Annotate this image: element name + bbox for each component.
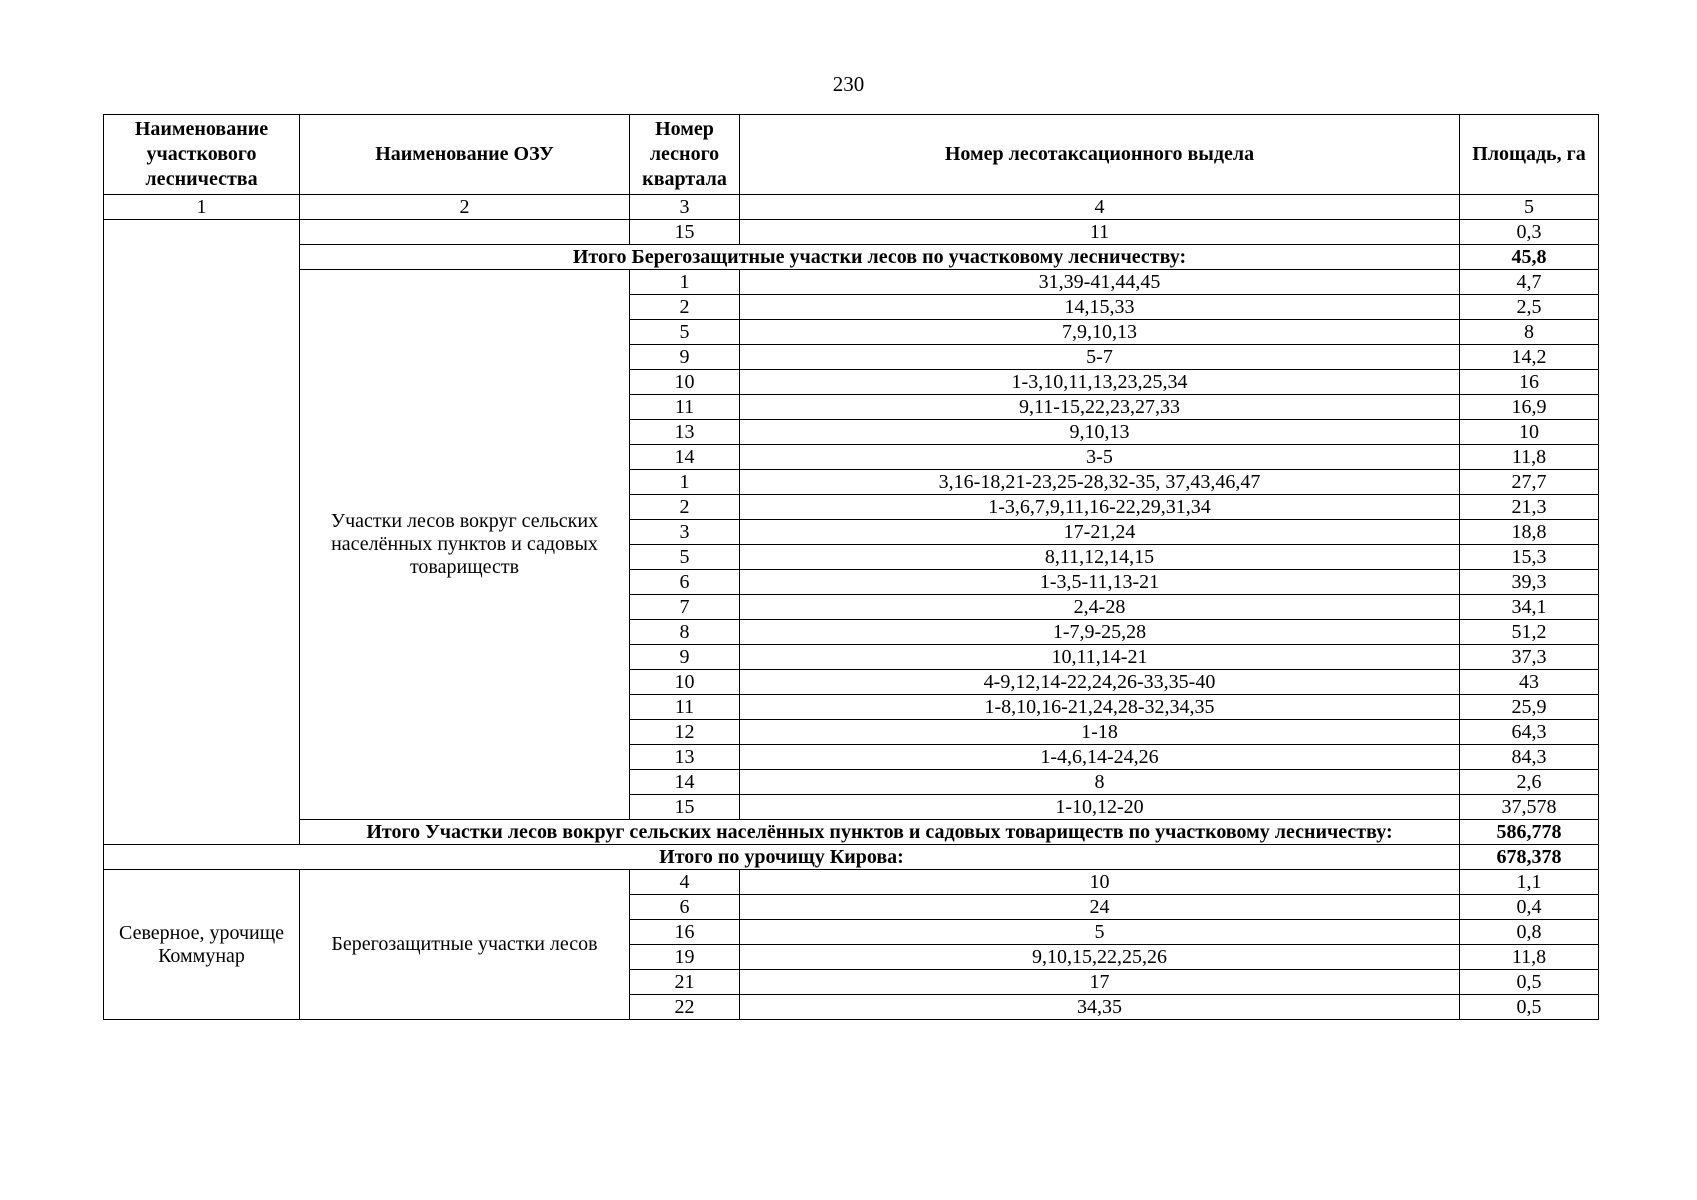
vydel-cell: 1-3,6,7,9,11,16-22,29,31,34 bbox=[740, 495, 1460, 520]
area-cell: 43 bbox=[1460, 670, 1599, 695]
kvartal-cell: 1 bbox=[630, 470, 740, 495]
column-number: 3 bbox=[630, 195, 740, 220]
area-cell: 21,3 bbox=[1460, 495, 1599, 520]
kvartal-cell: 3 bbox=[630, 520, 740, 545]
header-row bbox=[104, 115, 1599, 195]
vydel-cell: 3-5 bbox=[740, 445, 1460, 470]
kvartal-cell: 6 bbox=[630, 895, 740, 920]
area-cell: 1,1 bbox=[1460, 870, 1599, 895]
kvartal-cell: 15 bbox=[630, 795, 740, 820]
kvartal-cell: 4 bbox=[630, 870, 740, 895]
vydel-cell: 3,16-18,21-23,25-28,32-35, 37,43,46,47 bbox=[740, 470, 1460, 495]
vydel-cell: 1-4,6,14-24,26 bbox=[740, 745, 1460, 770]
header-kvartal: Номер лесного квартала bbox=[630, 115, 740, 195]
vydel-cell: 1-10,12-20 bbox=[740, 795, 1460, 820]
kvartal-cell: 22 bbox=[630, 995, 740, 1020]
lesnichestvo-name-cell: Северное, урочище Коммунар bbox=[104, 870, 300, 1020]
area-cell: 16,9 bbox=[1460, 395, 1599, 420]
area-cell: 18,8 bbox=[1460, 520, 1599, 545]
kvartal-cell: 14 bbox=[630, 770, 740, 795]
vydel-cell: 17 bbox=[740, 970, 1460, 995]
vydel-cell: 1-3,10,11,13,23,25,34 bbox=[740, 370, 1460, 395]
vydel-cell: 5 bbox=[740, 920, 1460, 945]
kvartal-cell: 9 bbox=[630, 345, 740, 370]
vydel-cell: 1-18 bbox=[740, 720, 1460, 745]
table-row bbox=[104, 870, 1599, 895]
header-area: Площадь, га bbox=[1460, 115, 1599, 195]
total-row-ozu bbox=[104, 820, 1599, 845]
area-cell: 0,3 bbox=[1460, 220, 1599, 245]
kvartal-cell: 6 bbox=[630, 570, 740, 595]
area-cell: 0,8 bbox=[1460, 920, 1599, 945]
area-cell: 10 bbox=[1460, 420, 1599, 445]
column-number-row bbox=[104, 195, 1599, 220]
column-number: 1 bbox=[104, 195, 300, 220]
area-cell: 4,7 bbox=[1460, 270, 1599, 295]
kvartal-cell: 14 bbox=[630, 445, 740, 470]
total-label: Итого Берегозащитные участки лесов по участковому лесничеству: bbox=[300, 245, 1460, 270]
area-cell: 34,1 bbox=[1460, 595, 1599, 620]
lesnichestvo-cell-empty bbox=[104, 220, 300, 845]
vydel-cell: 10,11,14-21 bbox=[740, 645, 1460, 670]
vydel-cell: 8 bbox=[740, 770, 1460, 795]
column-number: 5 bbox=[1460, 195, 1599, 220]
total-area: 586,778 bbox=[1460, 820, 1599, 845]
vydel-cell: 14,15,33 bbox=[740, 295, 1460, 320]
area-cell: 84,3 bbox=[1460, 745, 1599, 770]
total-area: 678,378 bbox=[1460, 845, 1599, 870]
vydel-cell: 5-7 bbox=[740, 345, 1460, 370]
kvartal-cell: 7 bbox=[630, 595, 740, 620]
vydel-cell: 7,9,10,13 bbox=[740, 320, 1460, 345]
vydel-cell: 24 bbox=[740, 895, 1460, 920]
total-row-bereg bbox=[104, 245, 1599, 270]
vydel-cell: 9,10,15,22,25,26 bbox=[740, 945, 1460, 970]
kvartal-cell: 2 bbox=[630, 295, 740, 320]
area-cell: 15,3 bbox=[1460, 545, 1599, 570]
kvartal-cell: 10 bbox=[630, 670, 740, 695]
vydel-cell: 2,4-28 bbox=[740, 595, 1460, 620]
ozu-cell-empty bbox=[300, 220, 630, 245]
vydel-cell: 17-21,24 bbox=[740, 520, 1460, 545]
area-cell: 2,6 bbox=[1460, 770, 1599, 795]
table-row bbox=[104, 270, 1599, 295]
kvartal-cell: 21 bbox=[630, 970, 740, 995]
area-cell: 64,3 bbox=[1460, 720, 1599, 745]
area-cell: 16 bbox=[1460, 370, 1599, 395]
kvartal-cell: 1 bbox=[630, 270, 740, 295]
area-cell: 37,578 bbox=[1460, 795, 1599, 820]
kvartal-cell: 19 bbox=[630, 945, 740, 970]
vydel-cell: 11 bbox=[740, 220, 1460, 245]
kvartal-cell: 13 bbox=[630, 745, 740, 770]
vydel-cell: 9,10,13 bbox=[740, 420, 1460, 445]
forest-table bbox=[103, 114, 1599, 1020]
kvartal-cell: 5 bbox=[630, 320, 740, 345]
column-number: 4 bbox=[740, 195, 1460, 220]
area-cell: 37,3 bbox=[1460, 645, 1599, 670]
kvartal-cell: 8 bbox=[630, 620, 740, 645]
area-cell: 25,9 bbox=[1460, 695, 1599, 720]
ozu-name-cell: Участки лесов вокруг сельских населённых пунктов и садовых товариществ bbox=[300, 270, 630, 820]
area-cell: 11,8 bbox=[1460, 445, 1599, 470]
vydel-cell: 4-9,12,14-22,24,26-33,35-40 bbox=[740, 670, 1460, 695]
header-ozu: Наименование ОЗУ bbox=[300, 115, 630, 195]
kvartal-cell: 11 bbox=[630, 395, 740, 420]
area-cell: 14,2 bbox=[1460, 345, 1599, 370]
area-cell: 0,5 bbox=[1460, 995, 1599, 1020]
ozu-name-cell: Берегозащитные участки лесов bbox=[300, 870, 630, 1020]
area-cell: 51,2 bbox=[1460, 620, 1599, 645]
total-label: Итого Участки лесов вокруг сельских населённых пунктов и садовых товариществ по участковому лесничеству: bbox=[300, 820, 1460, 845]
kvartal-cell: 2 bbox=[630, 495, 740, 520]
kvartal-cell: 15 bbox=[630, 220, 740, 245]
column-number: 2 bbox=[300, 195, 630, 220]
vydel-cell: 8,11,12,14,15 bbox=[740, 545, 1460, 570]
area-cell: 27,7 bbox=[1460, 470, 1599, 495]
vydel-cell: 1-7,9-25,28 bbox=[740, 620, 1460, 645]
area-cell: 11,8 bbox=[1460, 945, 1599, 970]
area-cell: 2,5 bbox=[1460, 295, 1599, 320]
vydel-cell: 9,11-15,22,23,27,33 bbox=[740, 395, 1460, 420]
area-cell: 0,4 bbox=[1460, 895, 1599, 920]
area-cell: 39,3 bbox=[1460, 570, 1599, 595]
kvartal-cell: 12 bbox=[630, 720, 740, 745]
vydel-cell: 1-8,10,16-21,24,28-32,34,35 bbox=[740, 695, 1460, 720]
vydel-cell: 1-3,5-11,13-21 bbox=[740, 570, 1460, 595]
vydel-cell: 31,39-41,44,45 bbox=[740, 270, 1460, 295]
kvartal-cell: 13 bbox=[630, 420, 740, 445]
kvartal-cell: 16 bbox=[630, 920, 740, 945]
header-lesnichestvo: Наименование участкового лесничества bbox=[104, 115, 300, 195]
total-row-urochishche bbox=[104, 845, 1599, 870]
table-row bbox=[104, 220, 1599, 245]
kvartal-cell: 5 bbox=[630, 545, 740, 570]
page-number: 230 bbox=[832, 72, 865, 96]
total-area: 45,8 bbox=[1460, 245, 1599, 270]
kvartal-cell: 9 bbox=[630, 645, 740, 670]
total-label: Итого по урочищу Кирова: bbox=[104, 845, 1460, 870]
kvartal-cell: 10 bbox=[630, 370, 740, 395]
header-vydel: Номер лесотаксационного выдела bbox=[740, 115, 1460, 195]
area-cell: 8 bbox=[1460, 320, 1599, 345]
kvartal-cell: 11 bbox=[630, 695, 740, 720]
vydel-cell: 10 bbox=[740, 870, 1460, 895]
area-cell: 0,5 bbox=[1460, 970, 1599, 995]
vydel-cell: 34,35 bbox=[740, 995, 1460, 1020]
